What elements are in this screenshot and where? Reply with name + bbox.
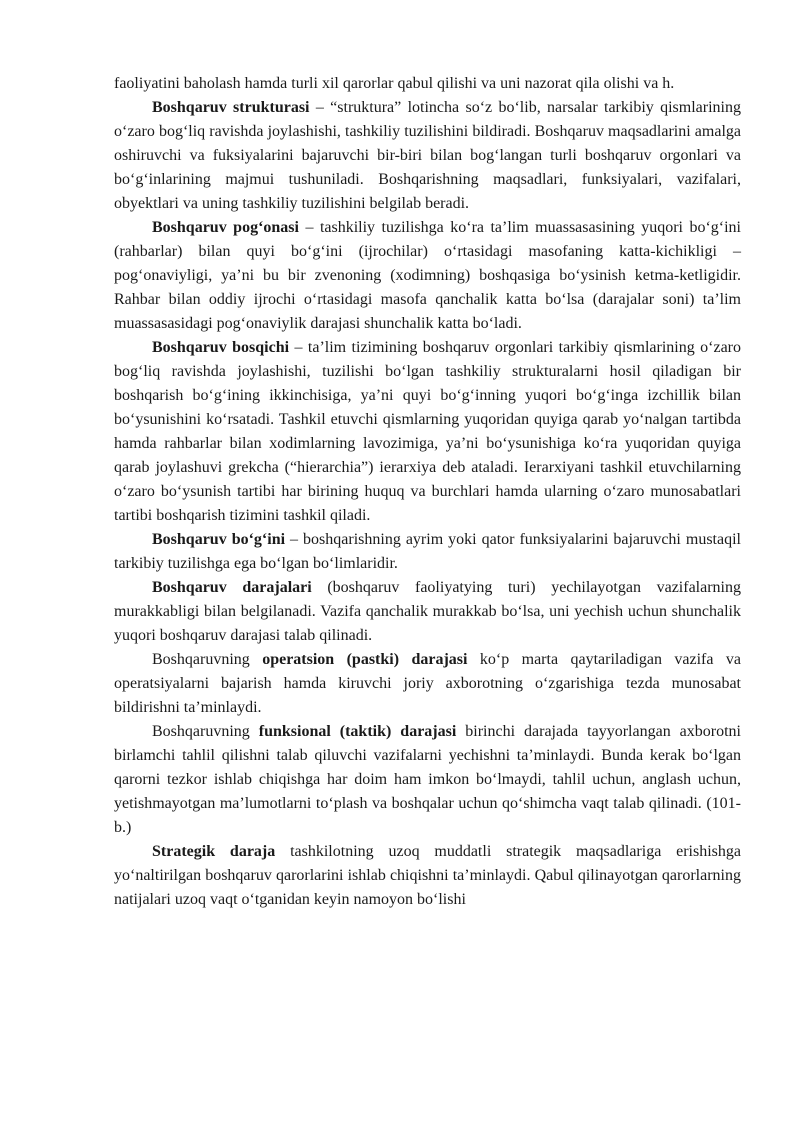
- term-bold: Boshqaruv bo‘g‘ini: [152, 531, 286, 548]
- paragraph-continuation: [114, 72, 741, 96]
- document-page: [114, 72, 741, 912]
- term-bold: operatsion (pastki) darajasi: [262, 651, 468, 668]
- paragraph-boshqaruv-strukturasi: [114, 96, 741, 216]
- term-bold: Strategik daraja: [152, 843, 276, 860]
- para-text: – boshqarishning ayrim yoki qator funksiyalarini bajaruvchi mustaqil tarkibiy tuzilishga ega bo‘lgan bo‘limlaridir.: [114, 531, 741, 572]
- paragraph-boshqaruv-pogonasi: [114, 216, 741, 336]
- paragraph-strategik-daraja: [114, 840, 741, 912]
- paragraph-operatsion-daraja: [114, 648, 741, 720]
- paragraph-funksional-daraja: [114, 720, 741, 840]
- term-bold: Boshqaruv strukturasi: [152, 99, 310, 116]
- paragraph-boshqaruv-darajalari: [114, 576, 741, 648]
- para-text: faoliyatini baholash hamda turli xil qarorlar qabul qilishi va uni nazorat qila olishi va h.: [114, 75, 675, 92]
- para-text: birinchi darajada tayyorlangan axborotni birlamchi tahlil qilishni talab qiluvchi vazifalarni yechishni ta’minlaydi. Bunda kerak bo‘lgan qarorni tezkor ishlab chiqishga har doim ham imkon bo‘lmaydi, tahlil uchun, anglash uchun, yetishmayotgan ma’lumotlarni to‘plash va boshqalar uchun qo‘shimcha vaqt talab qilinadi. (101-b.): [114, 723, 741, 836]
- para-text: tashkilotning uzoq muddatli strategik maqsadlariga erishishga yo‘naltirilgan boshqaruv qarorlarini ishlab chiqishni ta’minlaydi. Qabul qilinayotgan qarorlarning natijalari uzoq vaqt o‘tganidan keyin namoyon bo‘lishi: [114, 843, 741, 908]
- term-bold: funksional (taktik) darajasi: [258, 723, 457, 740]
- para-text: Boshqaruvning: [152, 651, 263, 668]
- term-bold: Boshqaruv bosqichi: [152, 339, 290, 356]
- para-text: Boshqaruvning: [152, 723, 259, 740]
- term-bold: Boshqaruv pog‘onasi: [152, 219, 299, 236]
- para-text: – ta’lim tizimining boshqaruv orgonlari tarkibiy qismlarining o‘zaro bog‘liq ravishda joylashishi, tuzilishi bo‘lgan tashkiliy strukturalarni hosil qiladigan bir boshqarish bo‘g‘ining ikkinchisiga, ya’ni quyi bo‘g‘inning yuqori bo‘g‘inga izchillik bilan bo‘ysunishini ko‘rsatadi. Tashkil etuvchi qismlarning yuqoridan quyiga qarab yo‘nalgan tartibda hamda rahbarlar bilan xodimlarning lavozimiga, ya’ni bo‘ysunishiga ko‘ra yuqoridan quyiga qarab joylashuvi grekcha (“hierarchia”) ierarxiya deb ataladi. Ierarxiyani tashkil etuvchilarning o‘zaro bo‘ysunish tartibi har birining huquq va burchlari hamda ularning o‘zaro munosabatlari tartibi boshqarish tizimini tashkil qiladi.: [114, 339, 741, 524]
- para-text: – tashkiliy tuzilishga ko‘ra ta’lim muassasasining yuqori bo‘g‘ini (rahbarlar) bilan quyi bo‘g‘ini (ijrochilar) o‘rtasidagi masofaning katta-kichikligi – pog‘onaviyligi, ya’ni bu bir zvenoning (xodimning) boshqasiga bo‘ysinish ketma-ketligidir. Rahbar bilan oddiy ijrochi o‘rtasidagi masofa qanchalik katta bo‘lsa (darajalar soni) ta’lim muassasasidagi pog‘onaviylik darajasi shunchalik katta bo‘ladi.: [114, 219, 742, 332]
- paragraph-boshqaruv-bogini: [114, 528, 741, 576]
- term-bold: Boshqaruv darajalari: [152, 579, 312, 596]
- para-text: ko‘p marta qaytariladigan vazifa va operatsiyalarni bajarish hamda kiruvchi joriy axborotning o‘zgarishiga tezda munosabat bildirishni ta’minlaydi.: [114, 651, 741, 716]
- paragraph-boshqaruv-bosqichi: [114, 336, 741, 528]
- para-text: (boshqaruv faoliyatying turi) yechilayotgan vazifalarning murakkabligi bilan belgilanadi. Vazifa qanchalik murakkab bo‘lsa, uni yechish uchun shunchalik yuqori boshqaruv darajasi talab qilinadi.: [114, 579, 742, 644]
- para-text: – “struktura” lotincha so‘z bo‘lib, narsalar tarkibiy qismlarining o‘zaro bog‘liq ravishda joylashishi, tashkiliy tuzilishini bildiradi. Boshqaruv maqsadlarini amalga oshiruvchi va fuksiyalarini bajaruvchi bir-biri bilan bog‘langan turli boshqaruv orgonlari va bo‘g‘inlarining majmui tushuniladi. Boshqarishning maqsadlari, funksiyalari, vazifalari, obyektlari va uning tashkiliy tuzilishini belgilab beradi.: [114, 99, 741, 212]
